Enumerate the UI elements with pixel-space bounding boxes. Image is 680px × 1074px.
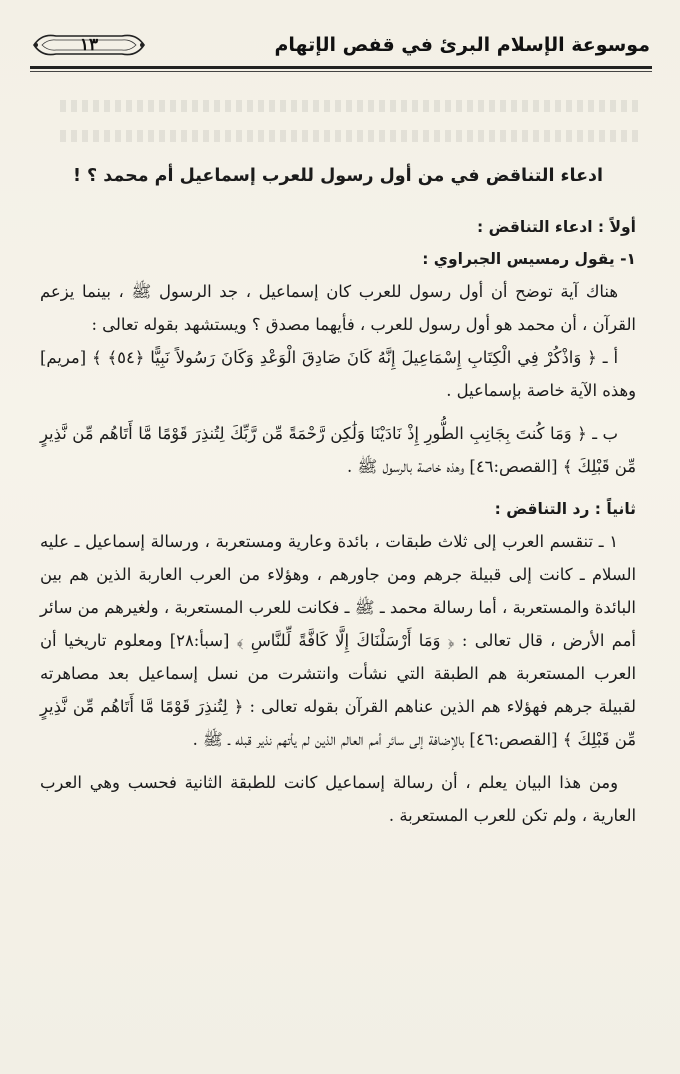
page-number-ornament — [30, 30, 148, 60]
paragraph-conclusion: ومن هذا البيان يعلم ، أن رسالة إسماعيل كانت للطبقة الثانية فحسب وهي العرب العارية ، ولم تكن للعرب المستعربة . — [40, 773, 636, 825]
chapter-heading: ادعاء التناقض في من أول رسول للعرب إسماعيل أم محمد ؟ ! — [72, 166, 604, 186]
section-heading-2: ثانياً : رد التناقض : — [494, 500, 636, 518]
paragraph-verse-b: ب ـ ﴿ وَمَا كُنتَ بِجَانِبِ الطُّورِ إِذْ نَادَيْنَا وَلَٰكِن رَّحْمَةً مِّن رَّبِّكَ لِتُنذِرَ قَوْمًا مَّا أَتَاهُم مِّن نَّذِيرٍ مِّن قَبْلِكَ ﴾ [القصص:٤٦] وهذه خاصة بالرسول ﷺ . — [40, 424, 636, 476]
show-through-text — [60, 130, 640, 142]
header-rule-thin — [30, 71, 652, 72]
paragraph-verse-a: أ ـ ﴿ وَاذْكُرْ فِي الْكِتَابِ إِسْمَاعِيلَ إِنَّهُ كَانَ صَادِقَ الْوَعْدِ وَكَانَ رَسُولاً نَبِيًّا ﴿٥٤﴾ ﴾ [مريم] وهذه الآية خاصة بإسماعيل . — [40, 348, 636, 400]
header-rule — [30, 66, 652, 69]
section-heading-1: أولاً : ادعاء التناقض : — [477, 218, 636, 236]
page-header — [30, 22, 650, 68]
page-number: ١٣ — [79, 35, 99, 55]
subsection-heading-1: ١- يقول رمسيس الجبراوي : — [422, 250, 636, 268]
show-through-text — [60, 100, 640, 112]
paragraph-claim: هناك آية توضح أن أول رسول للعرب كان إسماعيل ، جد الرسول ﷺ ، بينما يزعم القرآن ، أن محمد هو أول رسول للعرب ، فأيهما مصدق ؟ ويستشهد بقوله تعالى : — [40, 282, 636, 334]
paragraph-rebuttal: ١ ـ تنقسم العرب إلى ثلاث طبقات ، بائدة وعارية ومستعربة ، ورسالة إسماعيل ـ عليه السلام ـ كانت إلى قبيلة جرهم ومن جاورهم ، وهؤلاء من العرب العاربة الذين هم بين البائدة والمستعربة ، أما رسالة محمد ـ ﷺ ـ فكانت للعرب المستعربة ، ولغيرهم من سائر أمم الأرض ، قال تعالى : ﴿ وَمَا أَرْسَلْنَاكَ إِلَّا كَافَّةً لِّلنَّاسِ ﴾ [سبأ:٢٨] ومعلوم تاريخيا أن العرب المستعربة هم الطبقة التي نشأت وانتشرت من نسل إسماعيل بعد مصاهرته لقبيلة جرهم فهؤلاء هم الذين عناهم القرآن بقوله تعالى : ﴿ لِتُنذِرَ قَوْمًا مَّا أَتَاهُم مِّن نَّذِيرٍ مِّن قَبْلِكَ ﴾ [القصص:٤٦] بالإضافة إلى سائر أمم العالم الذين لم يأتهم نذير قبله ـ ﷺ . — [40, 532, 636, 749]
running-title: موسوعة الإسلام البرئ في قفص الإتهام — [274, 34, 650, 56]
page-body — [40, 160, 636, 832]
